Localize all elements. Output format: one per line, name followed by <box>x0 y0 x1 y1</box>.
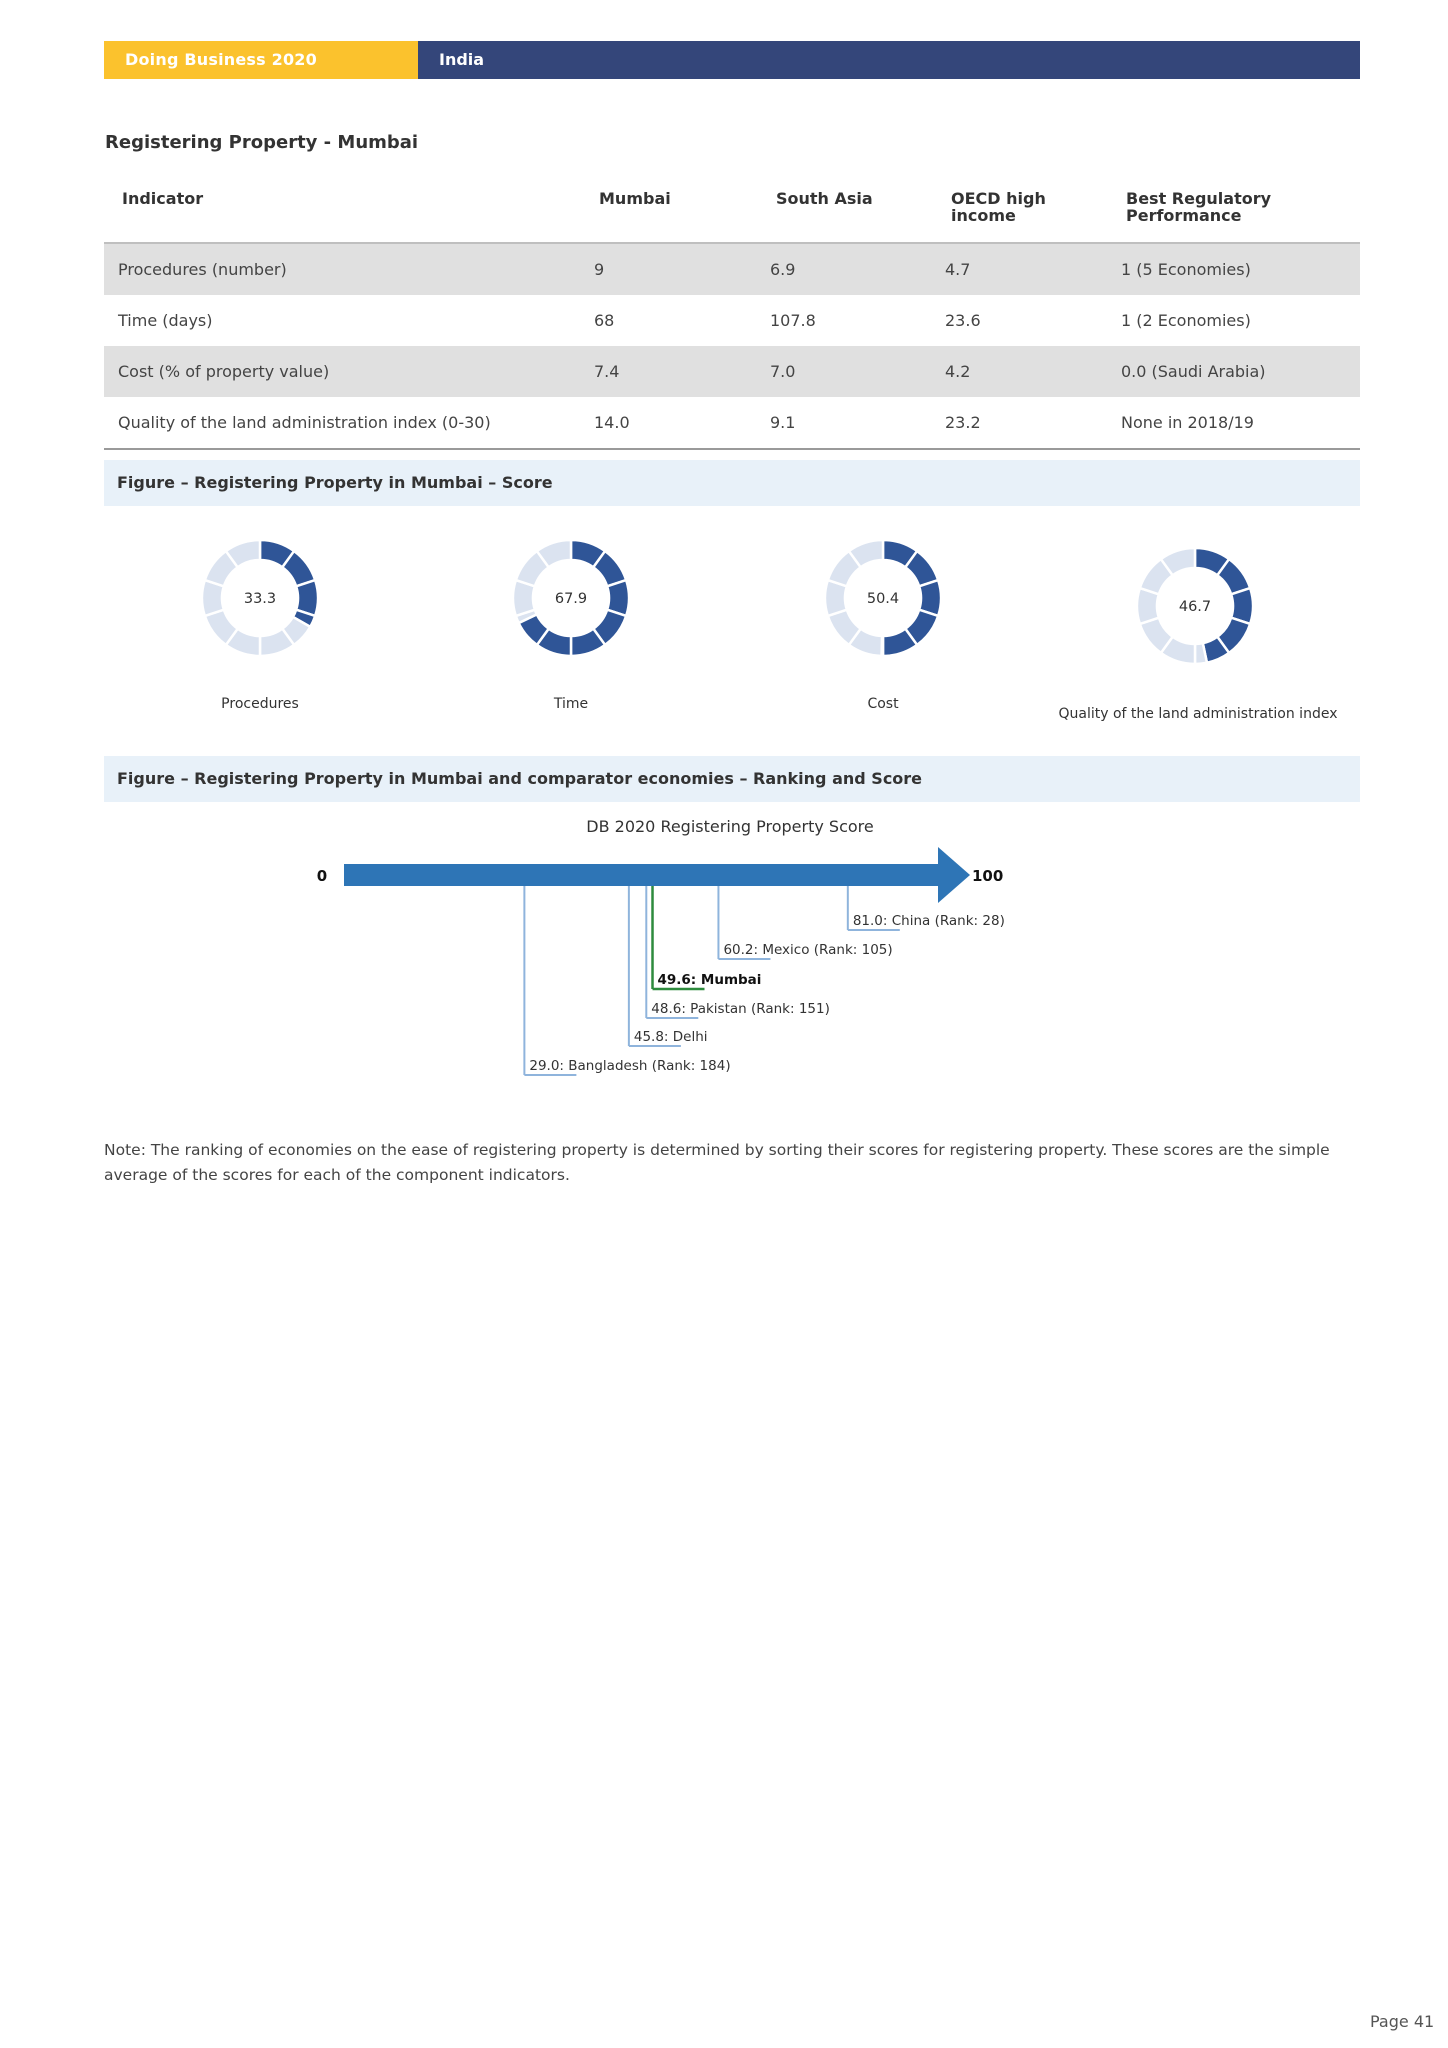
score-ranking-chart <box>104 808 1360 1098</box>
donut-label: Cost <box>867 696 899 712</box>
economy-label: 49.6: Mumbai <box>657 972 762 988</box>
table-row <box>104 295 1360 346</box>
row-south-asia: 107.8 <box>770 311 816 330</box>
donut-value: 50.4 <box>866 591 900 607</box>
report-header <box>104 41 1360 79</box>
donut-3 <box>825 540 941 712</box>
row-indicator: Cost (% of property value) <box>118 362 330 381</box>
score-donut-charts <box>104 520 1360 740</box>
header-oecd-line2: income <box>951 206 1016 225</box>
donut-value: 33.3 <box>243 591 277 607</box>
header-south-asia: South Asia <box>776 189 873 208</box>
indicator-table <box>104 180 1360 450</box>
score-max-label: 100 <box>972 867 1004 885</box>
economy-label: 60.2: Mexico (Rank: 105) <box>723 942 893 958</box>
figure-ranking-title: Figure – Registering Property in Mumbai and comparator economies – Ranking and Score <box>104 756 1360 802</box>
row-south-asia: 9.1 <box>770 413 796 432</box>
section-title: Registering Property - Mumbai <box>105 132 419 153</box>
score-arrow-head <box>938 847 970 903</box>
table-row <box>104 346 1360 397</box>
economy-label: 45.8: Delhi <box>633 1029 708 1045</box>
donut-value: 46.7 <box>1178 599 1212 615</box>
economy-marker <box>653 886 762 989</box>
row-mumbai: 9 <box>594 260 605 279</box>
donut-label: Time <box>553 696 589 712</box>
row-best: 1 (5 Economies) <box>1121 260 1251 279</box>
row-south-asia: 7.0 <box>770 362 796 381</box>
economy-marker <box>629 886 708 1046</box>
header-best-performance <box>1126 190 1271 224</box>
row-best: 0.0 (Saudi Arabia) <box>1121 362 1266 381</box>
footnote: Note: The ranking of economies on the ease of registering property is determined by sorting their scores for registering property. These scores are the simple average of the scores for each of the component indicators. <box>104 1141 1330 1184</box>
row-indicator: Time (days) <box>118 311 213 330</box>
donut-4 <box>1059 548 1338 722</box>
row-indicator: Quality of the land administration index (0-30) <box>118 413 491 432</box>
row-south-asia: 6.9 <box>770 260 796 279</box>
economy-marker <box>848 886 1005 930</box>
row-oecd: 4.7 <box>945 260 971 279</box>
header-best-line1: Best Regulatory <box>1126 189 1272 208</box>
row-best: None in 2018/19 <box>1121 413 1254 432</box>
donut-1 <box>202 540 318 712</box>
row-best: 1 (2 Economies) <box>1121 311 1251 330</box>
header-oecd <box>951 190 1046 224</box>
header-oecd-line1: OECD high <box>951 189 1046 208</box>
row-oecd: 4.2 <box>945 362 971 381</box>
table-row <box>104 397 1360 450</box>
donut-label: Quality of the land administration index <box>1058 706 1338 722</box>
donut-label: Procedures <box>221 696 299 712</box>
figure-score-title: Figure – Registering Property in Mumbai – Score <box>104 460 1360 506</box>
row-oecd: 23.6 <box>945 311 981 330</box>
donut-2 <box>513 540 629 712</box>
row-indicator: Procedures (number) <box>118 260 287 279</box>
economy-label: 48.6: Pakistan (Rank: 151) <box>651 1001 830 1017</box>
score-min-label: 0 <box>316 867 328 885</box>
row-mumbai: 14.0 <box>594 413 630 432</box>
table-row <box>104 244 1360 295</box>
economy-label: 29.0: Bangladesh (Rank: 184) <box>529 1058 731 1074</box>
country-name: India <box>418 41 1360 79</box>
score-axis-title: DB 2020 Registering Property Score <box>586 817 874 836</box>
donut-value: 67.9 <box>554 591 588 607</box>
economy-label: 81.0: China (Rank: 28) <box>852 913 1005 929</box>
header-indicator: Indicator <box>122 189 204 208</box>
row-mumbai: 68 <box>594 311 615 330</box>
row-mumbai: 7.4 <box>594 362 620 381</box>
score-arrow-shaft <box>344 864 940 886</box>
header-best-line2: Performance <box>1126 206 1242 225</box>
page-number: Page 41 <box>1370 2012 1435 2031</box>
report-name: Doing Business 2020 <box>104 41 418 79</box>
header-mumbai: Mumbai <box>599 189 671 208</box>
table-header <box>104 180 1360 244</box>
row-oecd: 23.2 <box>945 413 981 432</box>
